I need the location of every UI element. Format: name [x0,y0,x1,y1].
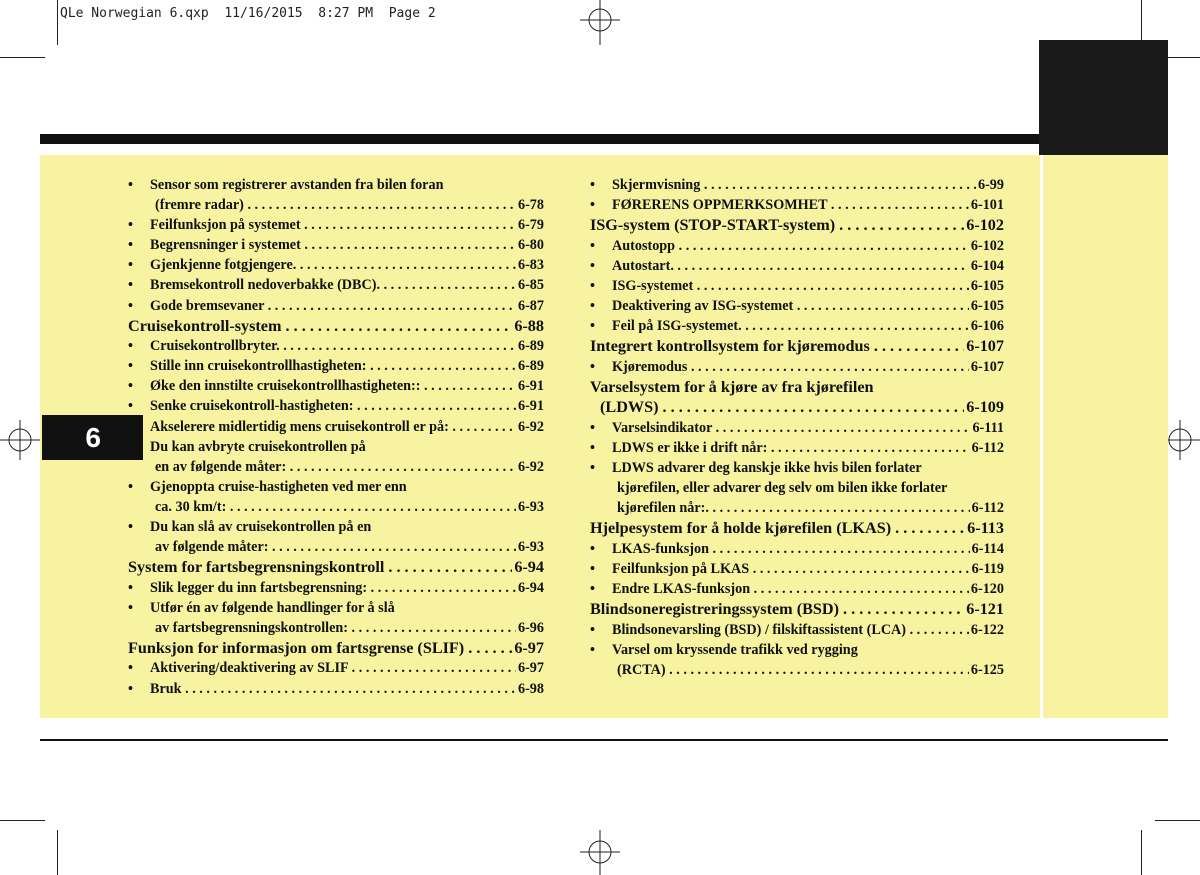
bullet-icon: • [590,277,595,294]
toc-subentry [128,255,544,275]
toc-page-number: 6-87 [517,297,544,314]
bullet-icon: • [128,358,133,375]
toc-subentry [590,195,1004,215]
toc-page-number: 6-112 [971,439,1004,456]
toc-page-number: 6-92 [517,418,544,435]
toc-page-number: 6-89 [517,358,544,375]
column-divider [1040,155,1043,718]
crop-mark [0,820,45,821]
bullet-icon: • [128,237,133,254]
toc-entry-title: Integrert kontrollsystem for kjøremodus . . . [590,336,964,357]
toc-subentry [590,640,1004,660]
crop-mark [0,57,45,58]
toc-entry-title: Gjenkjenne fotgjengere. . . . [150,255,516,275]
toc-subentry [128,658,544,678]
toc-page-number: 6-104 [970,257,1004,274]
toc-subentry [590,620,1004,640]
corner-tab [1039,40,1168,160]
toc-entry-title: Øke den innstilte cruisekontrollhastigheten:: . . . [150,376,516,396]
toc-entry-title: Feilfunksjon på systemet . . . [150,215,516,235]
toc-page-number: 6-122 [970,621,1004,638]
bullet-icon: • [590,237,595,254]
toc-entry-title: Deaktivering av ISG-systemet . . . [612,296,969,316]
toc-section-entry [128,557,544,578]
bullet-icon: • [128,177,133,193]
chapter-tab: 6 [42,415,143,460]
bullet-icon: • [128,418,133,435]
toc-entry-title: Hjelpesystem for å holde kjørefilen (LKAS) . . . [590,518,965,539]
toc-page-number: 6-78 [517,197,544,214]
toc-subentry [128,578,544,598]
toc-page-number: 6-102 [966,216,1004,235]
toc-subentry [128,336,544,356]
toc-entry-title: Endre LKAS-funksjon . . . [612,579,969,599]
bullet-icon: • [128,257,133,274]
toc-subentry [590,478,1004,498]
toc-entry-title: Varsel om kryssende trafikk ved rygging [612,641,858,658]
toc-section-entry [128,316,544,337]
toc-subentry [590,498,1004,518]
toc-subentry [128,417,544,437]
registration-mark-icon [575,830,625,875]
bottom-rule [40,739,1168,741]
toc-page-number: 6-112 [971,500,1004,517]
toc-subentry [128,376,544,396]
bullet-icon: • [590,419,595,436]
toc-subentry [128,537,544,557]
toc-section-entry [590,377,1004,398]
toc-entry-title: LDWS er ikke i drift når: . . . [612,438,970,458]
toc-page-number: 6-94 [514,558,544,577]
toc-page-number: 6-97 [514,638,544,657]
toc-entry-title: Autostart. . . . [612,256,969,276]
bullet-icon: • [590,641,595,658]
toc-entry-title: kjørefilen når:. . . . [617,498,970,518]
toc-entry-title: en av følgende måter: . . . [155,457,516,477]
bullet-icon: • [128,438,133,455]
toc-page-number: 6-125 [970,661,1004,678]
toc-subentry [590,579,1004,599]
toc-entry-title: ISG-system (STOP-START-system) . . . [590,215,964,236]
toc-entry-title: Varselsindikator . . . [612,418,970,438]
toc-subentry [590,438,1004,458]
toc-entry-title: Kjøremodus . . . [612,357,969,377]
toc-entry-title: ca. 30 km/t: . . . [155,497,516,517]
bullet-icon: • [128,660,133,677]
toc-section-entry [590,215,1004,236]
bullet-icon: • [128,297,133,314]
toc-entry-title: Stille inn cruisekontrollhastigheten: . . . [150,356,516,376]
bullet-icon: • [590,197,595,214]
toc-entry-title: Feil på ISG-systemet. . . . [612,316,969,336]
toc-subentry [128,396,544,416]
toc-page-number: 6-107 [966,337,1004,356]
toc-entry-title: LKAS-funksjon . . . [612,539,970,559]
toc-entry-title: Bremsekontroll nedoverbakke (DBC). . . . [150,275,516,295]
toc-entry-title: ISG-systemet . . . [612,276,969,296]
toc-page-number: 6-91 [517,398,544,415]
toc-page-number: 6-91 [517,378,544,395]
toc-page-number: 6-93 [517,498,544,515]
toc-subentry [128,356,544,376]
toc-entry-title: Cruisekontrollbryter. . . . [150,336,516,356]
bullet-icon: • [128,478,133,495]
toc-entry-title: kjørefilen, eller advarer deg selv om bilen ikke forlater [617,480,948,497]
toc-entry-title: Varselsystem for å kjøre av fra kjørefilen [590,377,874,396]
toc-page-number: 6-101 [970,197,1004,214]
registration-mark-icon [575,0,625,45]
toc-page-number: 6-92 [517,458,544,475]
toc-entry-title: Akselerere midlertidig mens cruisekontroll er på: . . . [150,417,516,437]
bullet-icon: • [128,378,133,395]
toc-page-number: 6-94 [517,579,544,596]
toc-section-entry [128,638,544,659]
bullet-icon: • [590,358,595,375]
toc-page-number: 6-105 [970,277,1004,294]
toc-page-number: 6-89 [517,338,544,355]
bullet-icon: • [128,519,133,535]
toc-entry-title: Du kan avbryte cruisekontrollen på [150,438,366,455]
toc-subentry [590,559,1004,579]
bullet-icon: • [590,177,595,193]
bullet-icon: • [590,459,595,476]
toc-page-number: 6-93 [517,539,544,556]
bullet-icon: • [128,680,133,697]
toc-entry-title: LDWS advarer deg kanskje ikke hvis bilen forlater [612,459,922,476]
toc-subentry [590,418,1004,438]
toc-subentry [590,296,1004,316]
toc-entry-title: FØRERENS OPPMERKSOMHET . . . [612,195,969,215]
toc-entry-title: Funksjon for informasjon om fartsgrense (SLIF) . . . [128,638,512,659]
toc-entry-title: Gode bremsevaner . . . [150,296,516,316]
bullet-icon: • [128,398,133,415]
toc-entry-title: Utfør én av følgende handlinger for å slå [150,599,395,616]
toc-entry-title: Senke cruisekontroll-hastigheten: . . . [150,396,516,416]
toc-entry-title: Blindsonevarsling (BSD) / filskiftassistent (LCA) . . . [612,620,969,640]
toc-entry-title: Begrensninger i systemet . . . [150,235,516,255]
toc-page-number: 6-119 [971,560,1004,577]
toc-subentry [128,598,544,618]
toc-entry-title: av fartsbegrensningskontrollen: . . . [155,618,516,638]
toc-entry-title: (LDWS) . . . [600,397,964,418]
toc-page-number: 6-99 [977,177,1004,193]
toc-entry-title: Slik legger du inn fartsbegrensning: . . . [150,578,516,598]
toc-entry-title: Du kan slå av cruisekontrollen på en [150,519,372,535]
toc-entry-title: av følgende måter: . . . [155,537,516,557]
toc-page-number: 6-80 [517,237,544,254]
toc-subentry [590,175,1004,195]
crop-mark [57,0,58,45]
bullet-icon: • [128,579,133,596]
toc-page-number: 6-120 [970,580,1004,597]
toc-subentry [128,235,544,255]
toc-page-number: 6-83 [517,257,544,274]
toc-subentry [128,296,544,316]
toc-entry-title: System for fartsbegrensningskontroll . . . [128,557,512,578]
toc-page-number: 6-98 [517,680,544,697]
toc-page-number: 6-107 [970,358,1004,375]
crop-mark [1141,830,1142,875]
toc-subentry [128,215,544,235]
toc-entry-title: Gjenoppta cruise-hastigheten ved mer enn [150,478,407,495]
toc-page-number: 6-85 [517,277,544,294]
toc-subentry [128,618,544,638]
toc-entry-title: Feilfunksjon på LKAS . . . [612,559,970,579]
bullet-icon: • [590,580,595,597]
bullet-icon: • [590,540,595,557]
toc-subentry [590,276,1004,296]
registration-mark-icon [0,415,45,465]
toc-subentry [590,316,1004,336]
toc-subentry [128,477,544,497]
toc-page-number: 6-113 [967,519,1004,538]
toc-page-number: 6-106 [970,318,1004,335]
bullet-icon: • [590,257,595,274]
toc-subentry [590,357,1004,377]
toc-entry-title: Cruisekontroll-system . . . [128,316,512,337]
toc-entry-title: Sensor som registrerer avstanden fra bilen foran [150,177,444,193]
toc-entry-title: Bruk . . . [150,679,516,699]
toc-entry-title: Aktivering/deaktivering av SLIF . . . [150,658,516,678]
bullet-icon: • [590,439,595,456]
toc-subentry [590,397,1004,418]
bullet-icon: • [128,217,133,234]
toc-page-number: 6-114 [971,540,1004,557]
bullet-icon: • [590,297,595,314]
toc-section-entry [590,518,1004,539]
toc-page-number: 6-88 [514,316,544,335]
toc-page-number: 6-102 [970,237,1004,254]
toc-entry-title: Skjermvisning . . . [612,175,976,195]
crop-mark [1141,0,1142,45]
toc-subentry [128,679,544,699]
toc-section-entry [590,599,1004,620]
toc-subentry [128,275,544,295]
top-rule [40,134,1168,144]
print-slug-header: QLe Norwegian 6.qxp 11/16/2015 8:27 PM Page 2 [60,6,436,21]
toc-section-entry [590,336,1004,357]
toc-left-column [128,175,544,699]
crop-mark [1155,820,1200,821]
toc-entry-title: (RCTA) . . . [617,660,969,680]
bullet-icon: • [590,560,595,577]
toc-page-number: 6-111 [972,419,1004,436]
toc-subentry [128,497,544,517]
bullet-icon: • [128,599,133,616]
toc-page-number: 6-121 [966,600,1004,618]
toc-page-number: 6-109 [966,398,1004,417]
toc-page-number: 6-97 [517,660,544,677]
toc-subentry [128,437,544,457]
toc-subentry [590,660,1004,680]
toc-page-number: 6-79 [517,217,544,234]
toc-right-column [590,175,1004,680]
toc-subentry [128,517,544,537]
toc-page-number: 6-105 [970,297,1004,314]
toc-subentry [128,175,544,195]
toc-entry-title: (fremre radar) . . . [155,195,516,215]
crop-mark [57,830,58,875]
toc-subentry [590,256,1004,276]
bullet-icon: • [590,621,595,638]
toc-subentry [128,195,544,215]
bullet-icon: • [128,277,133,294]
toc-entry-title: Autostopp . . . [612,236,969,256]
toc-subentry [590,236,1004,256]
toc-page-number: 6-96 [517,619,544,636]
toc-subentry [128,457,544,477]
toc-subentry [590,539,1004,559]
bullet-icon: • [590,318,595,335]
toc-entry-title: Blindsoneregistreringssystem (BSD) . . . [590,599,964,620]
toc-subentry [590,458,1004,478]
bullet-icon: • [128,338,133,355]
